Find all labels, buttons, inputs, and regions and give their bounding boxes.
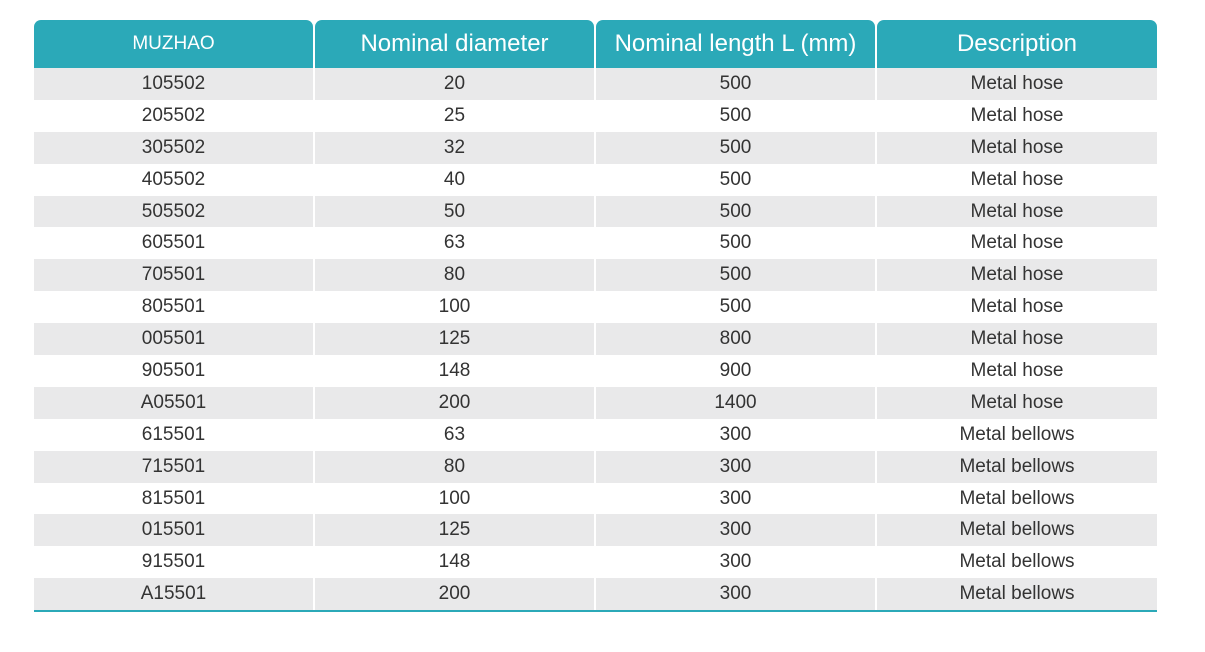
cell-length: 500 — [596, 68, 875, 100]
cell-length: 300 — [596, 419, 875, 451]
table-row — [34, 387, 1157, 419]
cell-diameter: 80 — [315, 259, 594, 291]
header-muzhao: MUZHAO — [34, 20, 313, 68]
cell-length: 300 — [596, 483, 875, 515]
cell-diameter: 50 — [315, 196, 594, 228]
table-row — [34, 132, 1157, 164]
cell-code: 405502 — [34, 164, 313, 196]
cell-length: 300 — [596, 546, 875, 578]
cell-code: A05501 — [34, 387, 313, 419]
table-row — [34, 227, 1157, 259]
cell-description: Metal bellows — [877, 451, 1157, 483]
cell-code: 015501 — [34, 514, 313, 546]
cell-diameter: 148 — [315, 546, 594, 578]
table-row — [34, 578, 1157, 610]
table-row — [34, 164, 1157, 196]
table-row — [34, 291, 1157, 323]
cell-code: 915501 — [34, 546, 313, 578]
cell-length: 300 — [596, 514, 875, 546]
cell-length: 500 — [596, 164, 875, 196]
cell-code: 805501 — [34, 291, 313, 323]
cell-length: 500 — [596, 132, 875, 164]
cell-diameter: 20 — [315, 68, 594, 100]
cell-description: Metal bellows — [877, 483, 1157, 515]
cell-code: 305502 — [34, 132, 313, 164]
cell-diameter: 100 — [315, 291, 594, 323]
cell-diameter: 63 — [315, 227, 594, 259]
cell-length: 900 — [596, 355, 875, 387]
cell-diameter: 125 — [315, 323, 594, 355]
cell-diameter: 200 — [315, 387, 594, 419]
cell-code: 505502 — [34, 196, 313, 228]
cell-description: Metal hose — [877, 164, 1157, 196]
cell-length: 500 — [596, 227, 875, 259]
table-row — [34, 259, 1157, 291]
cell-length: 500 — [596, 291, 875, 323]
cell-code: 005501 — [34, 323, 313, 355]
table-row — [34, 483, 1157, 515]
cell-code: 815501 — [34, 483, 313, 515]
cell-description: Metal hose — [877, 68, 1157, 100]
cell-length: 1400 — [596, 387, 875, 419]
cell-description: Metal hose — [877, 196, 1157, 228]
cell-description: Metal hose — [877, 323, 1157, 355]
table-row — [34, 451, 1157, 483]
cell-diameter: 148 — [315, 355, 594, 387]
cell-diameter: 25 — [315, 100, 594, 132]
cell-code: 605501 — [34, 227, 313, 259]
cell-description: Metal bellows — [877, 546, 1157, 578]
table-body — [34, 68, 1157, 610]
cell-code: 205502 — [34, 100, 313, 132]
cell-code: 715501 — [34, 451, 313, 483]
cell-diameter: 63 — [315, 419, 594, 451]
cell-length: 500 — [596, 100, 875, 132]
cell-description: Metal bellows — [877, 578, 1157, 610]
cell-code: 705501 — [34, 259, 313, 291]
cell-description: Metal hose — [877, 132, 1157, 164]
product-table — [34, 20, 1157, 612]
header-description: Description — [877, 20, 1157, 68]
table-row — [34, 68, 1157, 100]
cell-description: Metal hose — [877, 387, 1157, 419]
cell-description: Metal hose — [877, 100, 1157, 132]
header-nominal-diameter: Nominal diameter — [315, 20, 594, 68]
table-row — [34, 546, 1157, 578]
cell-code: 905501 — [34, 355, 313, 387]
table-row — [34, 323, 1157, 355]
cell-description: Metal bellows — [877, 514, 1157, 546]
cell-code: A15501 — [34, 578, 313, 610]
cell-description: Metal hose — [877, 291, 1157, 323]
table-row — [34, 100, 1157, 132]
cell-diameter: 40 — [315, 164, 594, 196]
cell-length: 800 — [596, 323, 875, 355]
table-row — [34, 355, 1157, 387]
cell-diameter: 80 — [315, 451, 594, 483]
table-header — [34, 20, 1157, 68]
cell-diameter: 32 — [315, 132, 594, 164]
table-row — [34, 514, 1157, 546]
table-row — [34, 196, 1157, 228]
cell-length: 300 — [596, 578, 875, 610]
cell-diameter: 100 — [315, 483, 594, 515]
cell-length: 500 — [596, 259, 875, 291]
cell-description: Metal hose — [877, 355, 1157, 387]
cell-length: 500 — [596, 196, 875, 228]
cell-diameter: 125 — [315, 514, 594, 546]
cell-code: 615501 — [34, 419, 313, 451]
cell-length: 300 — [596, 451, 875, 483]
table-row — [34, 419, 1157, 451]
cell-description: Metal hose — [877, 259, 1157, 291]
cell-description: Metal hose — [877, 227, 1157, 259]
cell-description: Metal bellows — [877, 419, 1157, 451]
header-nominal-length: Nominal length L (mm) — [596, 20, 875, 68]
cell-diameter: 200 — [315, 578, 594, 610]
cell-code: 105502 — [34, 68, 313, 100]
